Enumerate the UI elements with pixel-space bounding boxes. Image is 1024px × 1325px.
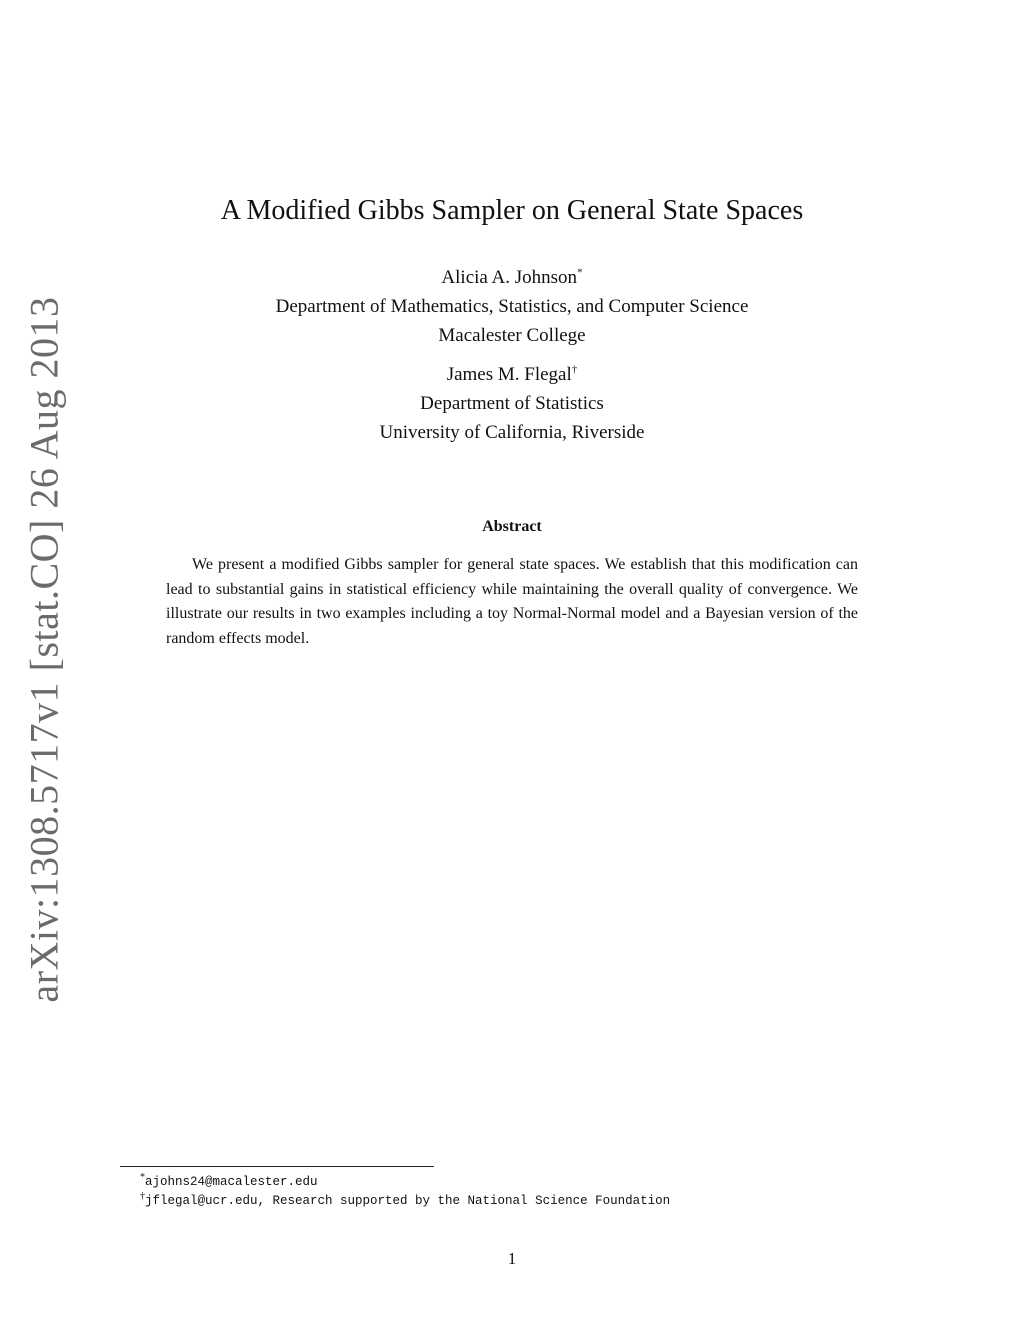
abstract-heading: Abstract	[482, 518, 542, 535]
author-institution: Macalester College	[438, 325, 586, 346]
footnote-mark: †	[140, 1190, 145, 1202]
page-number: 1	[507, 1249, 517, 1268]
author-department: Department of Mathematics, Statistics, and Computer Science	[275, 296, 749, 317]
arxiv-identifier: arXiv:1308.5717v1 [stat.CO] 26 Aug 2013	[22, 296, 67, 1003]
author-name-line	[0, 263, 1024, 292]
footnote-text: ajohns24@macalester.edu	[145, 1175, 318, 1189]
footnote-johnson	[140, 1173, 670, 1192]
author-department: Department of Statistics	[420, 393, 604, 414]
author-name: Alicia A. Johnson	[441, 267, 578, 288]
footnote-mark: *	[577, 266, 583, 279]
footnote-mark: *	[140, 1171, 145, 1183]
author-list	[0, 263, 1024, 447]
author-name: James M. Flegal	[446, 364, 572, 385]
author-institution: University of California, Riverside	[379, 422, 645, 443]
author-name-line	[0, 360, 1024, 389]
footnote-mark: †	[571, 363, 578, 376]
footnote-text: jflegal@ucr.edu, Research supported by the National Science Foundation	[145, 1194, 671, 1208]
paper-title: A Modified Gibbs Sampler on General State Spaces	[220, 195, 804, 226]
author-block-flegal	[0, 360, 1024, 447]
footnotes	[140, 1173, 670, 1211]
abstract-body: We present a modified Gibbs sampler for general state spaces. We establish that this modification can lead to substantial gains in statistical efficiency while maintaining the overall quality of convergence. We illustrate our results in two examples including a toy Normal-Normal model and a Bayesian version of the random effects model.	[166, 556, 858, 647]
footnote-flegal	[140, 1192, 670, 1211]
footnote-divider	[120, 1166, 434, 1167]
author-block-johnson	[0, 263, 1024, 350]
